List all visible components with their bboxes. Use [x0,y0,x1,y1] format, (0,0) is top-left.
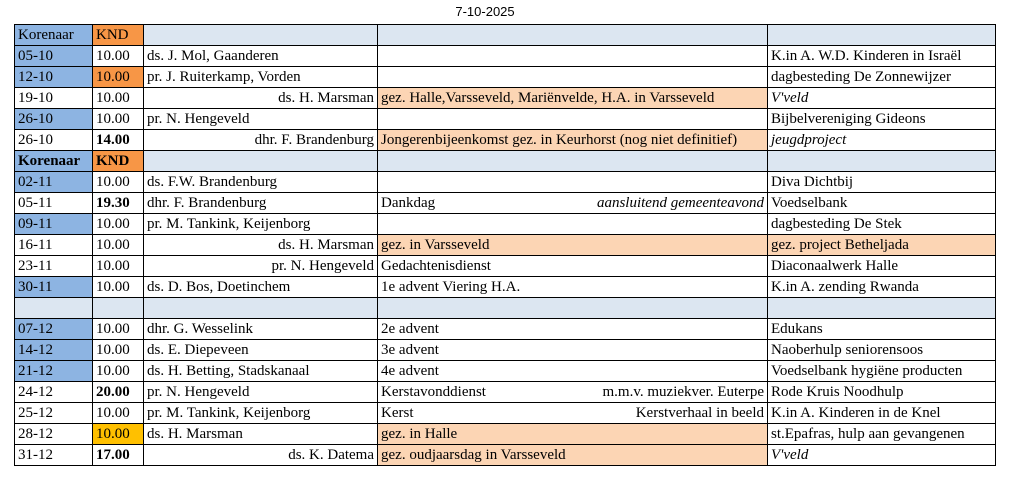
service-row [15,214,996,235]
service-collection: K.in A. zending Rwanda [768,277,996,298]
service-preacher: ds. H. Marsman [144,88,378,109]
service-date: 14-12 [15,340,93,361]
service-row [15,172,996,193]
service-collection: gez. project Betheljada [768,235,996,256]
header-blank [144,151,378,172]
service-date: 26-10 [15,130,93,151]
service-row [15,445,996,466]
service-note: gez. oudjaarsdag in Varsseveld [378,445,768,466]
service-note-main: Kerstavonddienst [381,384,486,400]
service-date: 25-12 [15,403,93,424]
service-collection: dagbesteding De Zonnewijzer [768,67,996,88]
service-row [15,382,996,403]
service-note-main: Dankdag [381,195,436,211]
service-row [15,193,996,214]
header-knd: KND [93,25,144,46]
service-note [378,172,768,193]
service-note [378,382,768,403]
service-time: 10.00 [93,109,144,130]
service-note: gez. in Varsseveld [378,235,768,256]
service-row [15,403,996,424]
service-date: 21-12 [15,361,93,382]
service-preacher: pr. N. Hengeveld [144,382,378,403]
service-preacher: ds. H. Marsman [144,235,378,256]
service-date: 26-10 [15,109,93,130]
service-row [15,67,996,88]
service-preacher: dhr. F. Brandenburg [144,193,378,214]
service-note [378,214,768,235]
spacer-cell [378,298,768,319]
section-header-row [15,25,996,46]
service-preacher: ds. H. Betting, Stadskanaal [144,361,378,382]
service-row [15,361,996,382]
service-preacher: pr. M. Tankink, Keijenborg [144,403,378,424]
service-schedule-table [14,24,996,466]
service-date: 30-11 [15,277,93,298]
service-time: 10.00 [93,361,144,382]
service-date: 31-12 [15,445,93,466]
service-collection: Diva Dichtbij [768,172,996,193]
service-time: 10.00 [93,235,144,256]
service-row [15,46,996,67]
service-date: 12-10 [15,67,93,88]
service-row [15,277,996,298]
service-date: 23-11 [15,256,93,277]
service-time: 10.00 [93,67,144,88]
service-note [378,193,768,214]
service-note: gez. Halle,Varsseveld, Mariënvelde, H.A. in Varsseveld [378,88,768,109]
service-note: Jongerenbijeenkomst gez. in Keurhorst (nog niet definitief) [378,130,768,151]
service-time: 14.00 [93,130,144,151]
service-collection: K.in A. Kinderen in de Knel [768,403,996,424]
service-note-main: Kerst [381,405,414,421]
service-collection: Bijbelvereniging Gideons [768,109,996,130]
service-row [15,424,996,445]
service-preacher: pr. M. Tankink, Keijenborg [144,214,378,235]
header-blank [768,25,996,46]
service-time: 19.30 [93,193,144,214]
service-time: 10.00 [93,340,144,361]
section-spacer-row [15,298,996,319]
service-note: 3e advent [378,340,768,361]
service-note [378,46,768,67]
service-note [378,403,768,424]
service-date: 05-10 [15,46,93,67]
schedule-body [15,25,996,466]
service-preacher: dhr. G. Wesselink [144,319,378,340]
service-preacher: pr. N. Hengeveld [144,109,378,130]
service-date: 16-11 [15,235,93,256]
service-time: 10.00 [93,214,144,235]
service-row [15,319,996,340]
schedule-date-title: 7-10-2025 [455,4,515,19]
service-row [15,109,996,130]
header-knd: KND [93,151,144,172]
service-time: 10.00 [93,256,144,277]
service-preacher: pr. N. Hengeveld [144,256,378,277]
service-row [15,88,996,109]
service-note-extra: Kerstverhaal in beeld [635,405,764,421]
service-collection: V'veld [768,88,996,109]
service-collection: Voedselbank hygiëne producten [768,361,996,382]
service-collection: K.in A. W.D. Kinderen in Israël [768,46,996,67]
service-row [15,256,996,277]
service-date: 07-12 [15,319,93,340]
service-note [378,109,768,130]
header-blank [378,25,768,46]
service-preacher: ds. E. Diepeveen [144,340,378,361]
section-header-row [15,151,996,172]
spacer-cell [93,298,144,319]
service-preacher: ds. K. Datema [144,445,378,466]
service-time: 10.00 [93,46,144,67]
service-preacher: pr. J. Ruiterkamp, Vorden [144,67,378,88]
spacer-cell [15,298,93,319]
service-date: 19-10 [15,88,93,109]
service-time: 10.00 [93,277,144,298]
service-collection: Voedselbank [768,193,996,214]
service-note: 4e advent [378,361,768,382]
service-date: 02-11 [15,172,93,193]
service-collection: st.Epafras, hulp aan gevangenen [768,424,996,445]
service-date: 24-12 [15,382,93,403]
service-time: 10.00 [93,403,144,424]
service-note: 1e advent Viering H.A. [378,277,768,298]
service-collection: Naoberhulp seniorensoos [768,340,996,361]
service-collection: Diaconaalwerk Halle [768,256,996,277]
service-date: 05-11 [15,193,93,214]
service-time: 10.00 [93,319,144,340]
service-collection: Edukans [768,319,996,340]
spacer-cell [144,298,378,319]
service-note: 2e advent [378,319,768,340]
service-collection: V'veld [768,445,996,466]
service-date: 28-12 [15,424,93,445]
service-preacher: ds. J. Mol, Gaanderen [144,46,378,67]
service-row [15,130,996,151]
service-note: gez. in Halle [378,424,768,445]
service-preacher: ds. H. Marsman [144,424,378,445]
service-preacher: ds. F.W. Brandenburg [144,172,378,193]
header-blank [768,151,996,172]
service-note-extra: m.m.v. muziekver. Euterpe [602,384,764,400]
service-preacher: dhr. F. Brandenburg [144,130,378,151]
service-collection: Rode Kruis Noodhulp [768,382,996,403]
service-note [378,67,768,88]
header-blank [378,151,768,172]
header-blank [144,25,378,46]
service-time: 20.00 [93,382,144,403]
header-korenaar: Korenaar [15,151,93,172]
service-time: 10.00 [93,172,144,193]
spacer-cell [768,298,996,319]
service-note-extra: aansluitend gemeenteavond [596,195,764,211]
service-date: 09-11 [15,214,93,235]
service-time: 10.00 [93,424,144,445]
service-collection: dagbesteding De Stek [768,214,996,235]
service-time: 10.00 [93,88,144,109]
service-row [15,235,996,256]
header-korenaar: Korenaar [15,25,93,46]
service-collection: jeugdproject [768,130,996,151]
service-preacher: ds. D. Bos, Doetinchem [144,277,378,298]
service-note: Gedachtenisdienst [378,256,768,277]
service-row [15,340,996,361]
service-time: 17.00 [93,445,144,466]
